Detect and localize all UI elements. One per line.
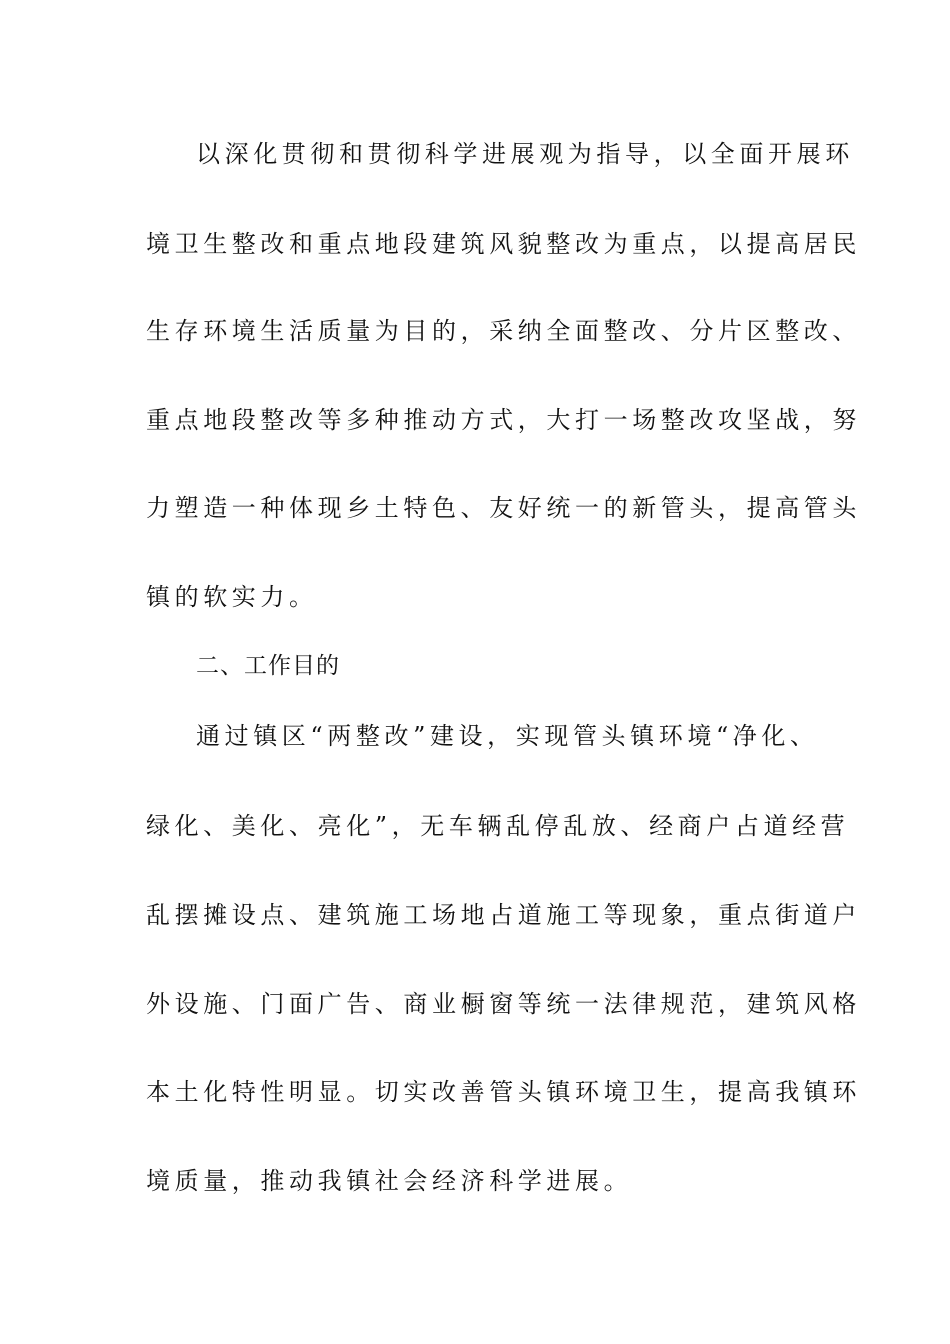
paragraph-line: 重点地段整改等多种推动方式，大打一场整改攻坚战，努 bbox=[146, 406, 861, 434]
paragraph-line: 力塑造一种体现乡土特色、友好统一的新管头，提高管头 bbox=[146, 494, 861, 522]
paragraph-line: 通过镇区“两整改”建设，实现管头镇环境“净化、 bbox=[196, 722, 819, 750]
paragraph-line: 镇的软实力。 bbox=[146, 583, 318, 611]
paragraph-line: 境质量，推动我镇社会经济科学进展。 bbox=[146, 1167, 633, 1195]
paragraph-line: 本土化特性明显。切实改善管头镇环境卫生，提高我镇环 bbox=[146, 1078, 861, 1106]
paragraph-line: 乱摆摊设点、建筑施工场地占道施工等现象，重点街道户 bbox=[146, 901, 861, 929]
section-heading: 二、工作目的 bbox=[196, 653, 340, 679]
paragraph-line: 境卫生整改和重点地段建筑风貌整改为重点，以提高居民 bbox=[146, 230, 861, 258]
paragraph-line: 生存环境生活质量为目的，采纳全面整改、分片区整改、 bbox=[146, 317, 861, 345]
paragraph-line: 外设施、门面广告、商业橱窗等统一法律规范，建筑风格 bbox=[146, 990, 861, 1018]
paragraph-line: 绿化、美化、亮化”，无车辆乱停乱放、经商户占道经营 bbox=[146, 812, 850, 840]
paragraph-line: 以深化贯彻和贯彻科学进展观为指导，以全面开展环 bbox=[196, 140, 854, 168]
